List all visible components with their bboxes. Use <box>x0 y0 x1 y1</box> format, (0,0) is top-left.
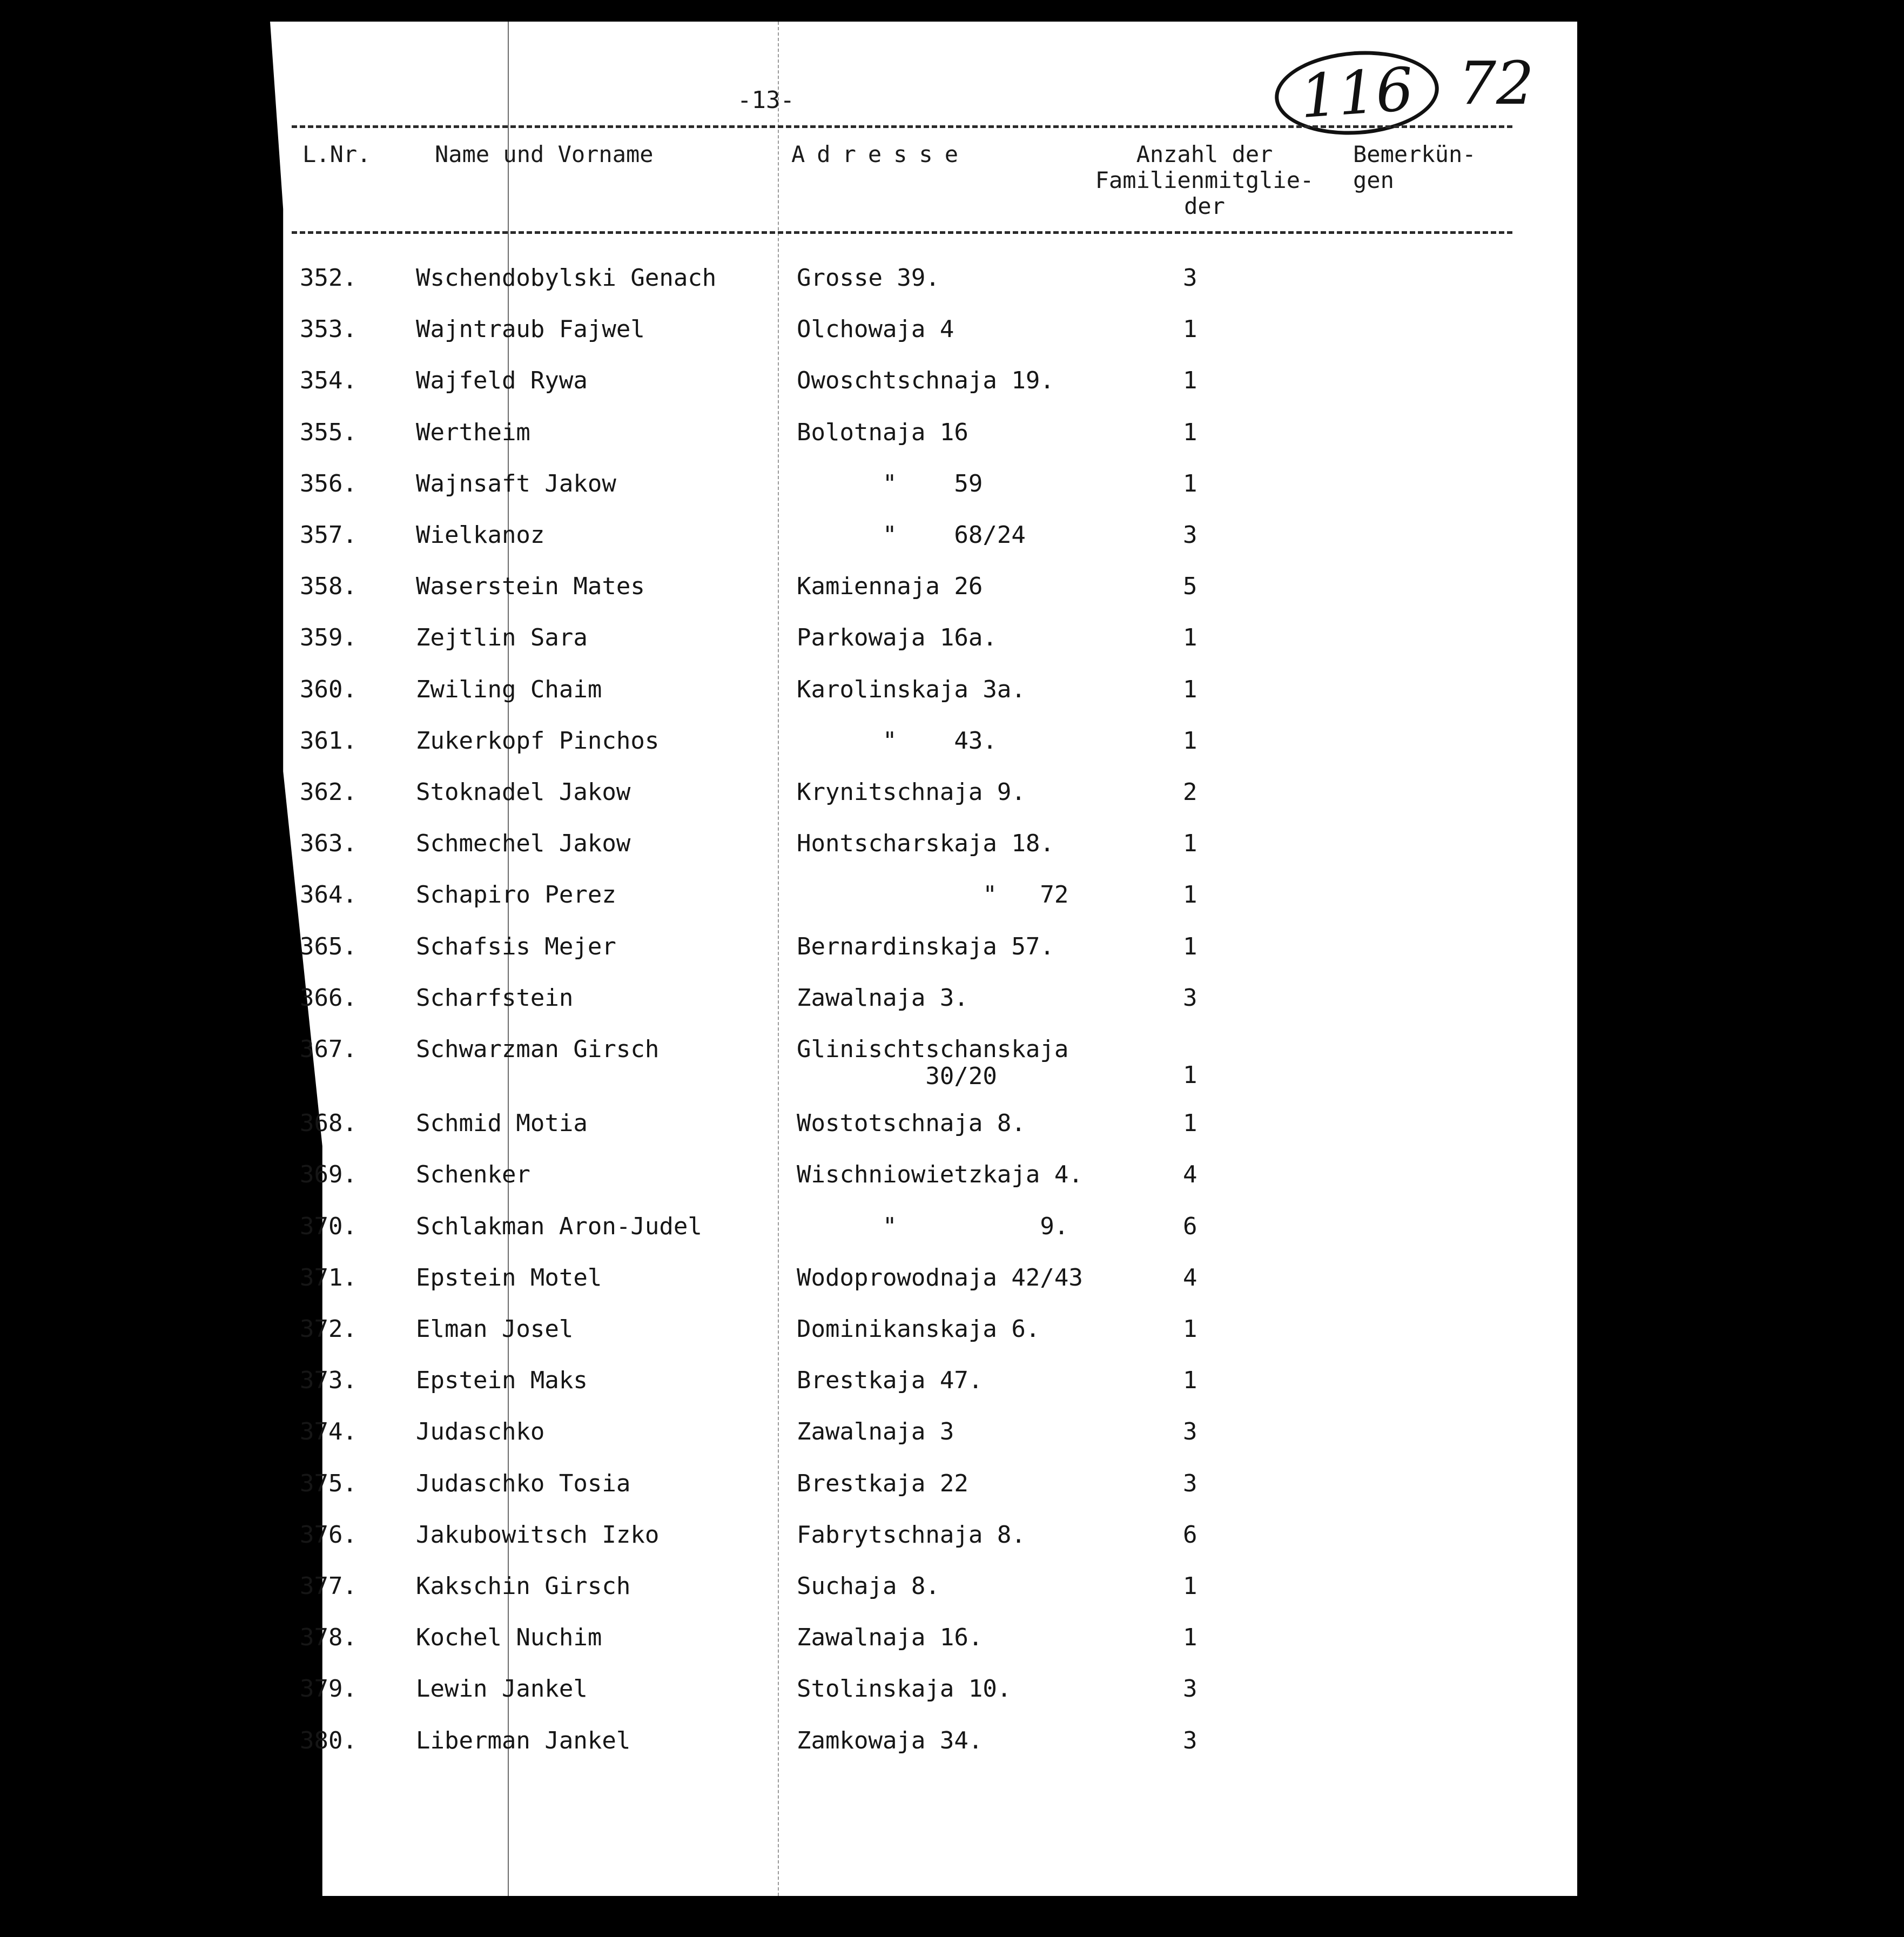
table-row <box>0 316 1904 367</box>
header-divider-bottom <box>292 231 1512 234</box>
row-number: 353. <box>300 315 357 344</box>
row-number: 369. <box>300 1161 357 1189</box>
row-number: 364. <box>300 881 357 909</box>
table-row <box>0 676 1904 728</box>
row-number: 371. <box>300 1263 357 1292</box>
row-address: Parkowaja 16a. <box>797 624 997 652</box>
row-address: Fabrytschnaja 8. <box>797 1521 1026 1549</box>
row-family-count: 3 <box>1183 521 1197 549</box>
row-number: 370. <box>300 1212 357 1240</box>
row-name: Kochel Nuchim <box>416 1624 602 1652</box>
row-family-count: 1 <box>1183 1109 1197 1138</box>
row-family-count: 1 <box>1183 932 1197 960</box>
row-number: 377. <box>300 1572 357 1600</box>
row-name: Wajfeld Rywa <box>416 367 588 395</box>
row-family-count: 1 <box>1183 469 1197 497</box>
row-family-count: 1 <box>1183 418 1197 446</box>
row-name: Epstein Maks <box>416 1367 588 1395</box>
table-row <box>0 1573 1904 1624</box>
row-family-count: 1 <box>1183 1624 1197 1652</box>
archive-number: 116 <box>1272 46 1442 140</box>
row-name: Judaschko Tosia <box>416 1469 631 1497</box>
table-row <box>0 1161 1904 1213</box>
row-name: Wertheim <box>416 418 530 446</box>
row-name: Wajnsaft Jakow <box>416 469 616 497</box>
row-number: 374. <box>300 1418 357 1446</box>
row-number: 362. <box>300 778 357 806</box>
row-number: 352. <box>300 264 357 292</box>
row-address: Hontscharskaja 18. <box>797 830 1054 858</box>
table-row <box>0 522 1904 573</box>
header-name: Name und Vorname <box>435 141 654 167</box>
row-number: 358. <box>300 573 357 601</box>
row-number: 366. <box>300 984 357 1012</box>
table-row <box>0 1110 1904 1161</box>
table-row <box>0 985 1904 1036</box>
row-number: 379. <box>300 1675 357 1703</box>
row-family-count: 3 <box>1183 984 1197 1012</box>
row-number: 368. <box>300 1109 357 1138</box>
header-address: Adresse <box>791 141 971 167</box>
row-name: Liberman Jankel <box>416 1726 631 1754</box>
row-family-count: 1 <box>1183 727 1197 755</box>
row-address: Suchaja 8. <box>797 1572 940 1600</box>
row-name: Schlakman Aron-Judel <box>416 1212 702 1240</box>
table-row <box>0 573 1904 624</box>
table-row <box>0 933 1904 985</box>
row-name: Schapiro Perez <box>416 881 616 909</box>
row-address: " 72 <box>797 881 1069 909</box>
row-name: Lewin Jankel <box>416 1675 588 1703</box>
row-number: 354. <box>300 367 357 395</box>
table-row <box>0 1213 1904 1265</box>
header-remarks: Bemerkün- gen <box>1353 141 1476 193</box>
row-family-count: 1 <box>1183 675 1197 703</box>
row-number: 367. <box>300 1035 357 1063</box>
table-row <box>0 1316 1904 1367</box>
row-address: Karolinskaja 3a. <box>797 675 1026 703</box>
row-family-count: 2 <box>1183 778 1197 806</box>
row-name: Schwarzman Girsch <box>416 1035 660 1063</box>
table-row <box>0 1676 1904 1727</box>
row-address: Olchowaja 4 <box>797 315 954 344</box>
row-name: Schmid Motia <box>416 1109 588 1138</box>
row-family-count: 1 <box>1183 1061 1197 1089</box>
row-name: Wajntraub Fajwel <box>416 315 645 344</box>
row-family-count: 6 <box>1183 1521 1197 1549</box>
row-name: Zwiling Chaim <box>416 675 602 703</box>
row-address: Stolinskaja 10. <box>797 1675 1012 1703</box>
page-number: -13- <box>737 86 795 114</box>
row-family-count: 1 <box>1183 1367 1197 1395</box>
row-number: 355. <box>300 418 357 446</box>
header-divider-top <box>292 125 1512 128</box>
row-address: " 43. <box>797 727 997 755</box>
row-address: Wodoprowodnaja 42/43 <box>797 1263 1083 1292</box>
row-address: Zawalnaja 16. <box>797 1624 983 1652</box>
table-row <box>0 779 1904 830</box>
row-name: Kakschin Girsch <box>416 1572 631 1600</box>
row-family-count: 1 <box>1183 367 1197 395</box>
row-address: Dominikanskaja 6. <box>797 1315 1040 1343</box>
row-number: 356. <box>300 469 357 497</box>
row-address: Brestkaja 22 <box>797 1469 968 1497</box>
row-address: Bolotnaja 16 <box>797 418 968 446</box>
table-row <box>0 882 1904 933</box>
row-name: Scharfstein <box>416 984 574 1012</box>
row-name: Schmechel Jakow <box>416 830 631 858</box>
row-name: Judaschko <box>416 1418 545 1446</box>
row-address: Owoschtschnaja 19. <box>797 367 1054 395</box>
row-number: 375. <box>300 1469 357 1497</box>
table-row <box>0 1265 1904 1316</box>
header-number: L.Nr. <box>302 141 371 167</box>
row-family-count: 3 <box>1183 264 1197 292</box>
row-address: " 68/24 <box>797 521 1026 549</box>
row-number: 360. <box>300 675 357 703</box>
row-address: Kamiennaja 26 <box>797 573 983 601</box>
row-name: Wschendobylski Genach <box>416 264 717 292</box>
row-number: 376. <box>300 1521 357 1549</box>
row-family-count: 3 <box>1183 1469 1197 1497</box>
row-family-count: 1 <box>1183 1315 1197 1343</box>
row-family-count: 3 <box>1183 1418 1197 1446</box>
row-number: 378. <box>300 1624 357 1652</box>
row-address: " 9. <box>797 1212 1069 1240</box>
row-name: Wielkanoz <box>416 521 545 549</box>
row-name: Epstein Motel <box>416 1263 602 1292</box>
table-row <box>0 830 1904 882</box>
row-number: 359. <box>300 624 357 652</box>
row-number: 363. <box>300 830 357 858</box>
row-address: Krynitschnaja 9. <box>797 778 1026 806</box>
row-address: Zawalnaja 3. <box>797 984 968 1012</box>
table-row <box>0 419 1904 470</box>
row-address: Glinischtschanskaja 30/20 <box>797 1035 1069 1090</box>
table-row <box>0 624 1904 676</box>
row-number: 373. <box>300 1367 357 1395</box>
row-family-count: 5 <box>1183 573 1197 601</box>
table-row <box>0 1035 1904 1090</box>
row-number: 365. <box>300 932 357 960</box>
row-family-count: 6 <box>1183 1212 1197 1240</box>
row-family-count: 3 <box>1183 1675 1197 1703</box>
table-row <box>0 470 1904 522</box>
row-family-count: 1 <box>1183 830 1197 858</box>
row-number: 357. <box>300 521 357 549</box>
header-family-count: Anzahl der Familienmitglie- der <box>1095 141 1314 219</box>
table-row <box>0 1367 1904 1418</box>
row-address: Grosse 39. <box>797 264 940 292</box>
row-address: Zawalnaja 3 <box>797 1418 954 1446</box>
table-row <box>0 1727 1904 1779</box>
row-family-count: 4 <box>1183 1161 1197 1189</box>
row-name: Schafsis Mejer <box>416 932 616 960</box>
row-address: " 59 <box>797 469 983 497</box>
table-row <box>0 1418 1904 1470</box>
row-address: Bernardinskaja 57. <box>797 932 1054 960</box>
row-family-count: 1 <box>1183 315 1197 344</box>
row-name: Jakubowitsch Izko <box>416 1521 660 1549</box>
row-family-count: 3 <box>1183 1726 1197 1754</box>
row-name: Zejtlin Sara <box>416 624 588 652</box>
row-number: 380. <box>300 1726 357 1754</box>
row-family-count: 1 <box>1183 624 1197 652</box>
table-row <box>0 1624 1904 1676</box>
table-row <box>0 728 1904 779</box>
row-address: Wischniowietzkaja 4. <box>797 1161 1083 1189</box>
row-address: Zamkowaja 34. <box>797 1726 983 1754</box>
row-name: Schenker <box>416 1161 530 1189</box>
table-row <box>0 367 1904 419</box>
table-row <box>0 1470 1904 1522</box>
row-name: Stoknadel Jakow <box>416 778 631 806</box>
row-number: 361. <box>300 727 357 755</box>
row-family-count: 4 <box>1183 1263 1197 1292</box>
table-row <box>0 1522 1904 1573</box>
row-family-count: 1 <box>1183 1572 1197 1600</box>
row-family-count: 1 <box>1183 881 1197 909</box>
row-name: Waserstein Mates <box>416 573 645 601</box>
row-name: Zukerkopf Pinchos <box>416 727 660 755</box>
row-name: Elman Josel <box>416 1315 574 1343</box>
row-number: 372. <box>300 1315 357 1343</box>
table-row <box>0 265 1904 316</box>
row-address: Wostotschnaja 8. <box>797 1109 1026 1138</box>
folio-number: 72 <box>1458 49 1534 118</box>
row-address: Brestkaja 47. <box>797 1367 983 1395</box>
